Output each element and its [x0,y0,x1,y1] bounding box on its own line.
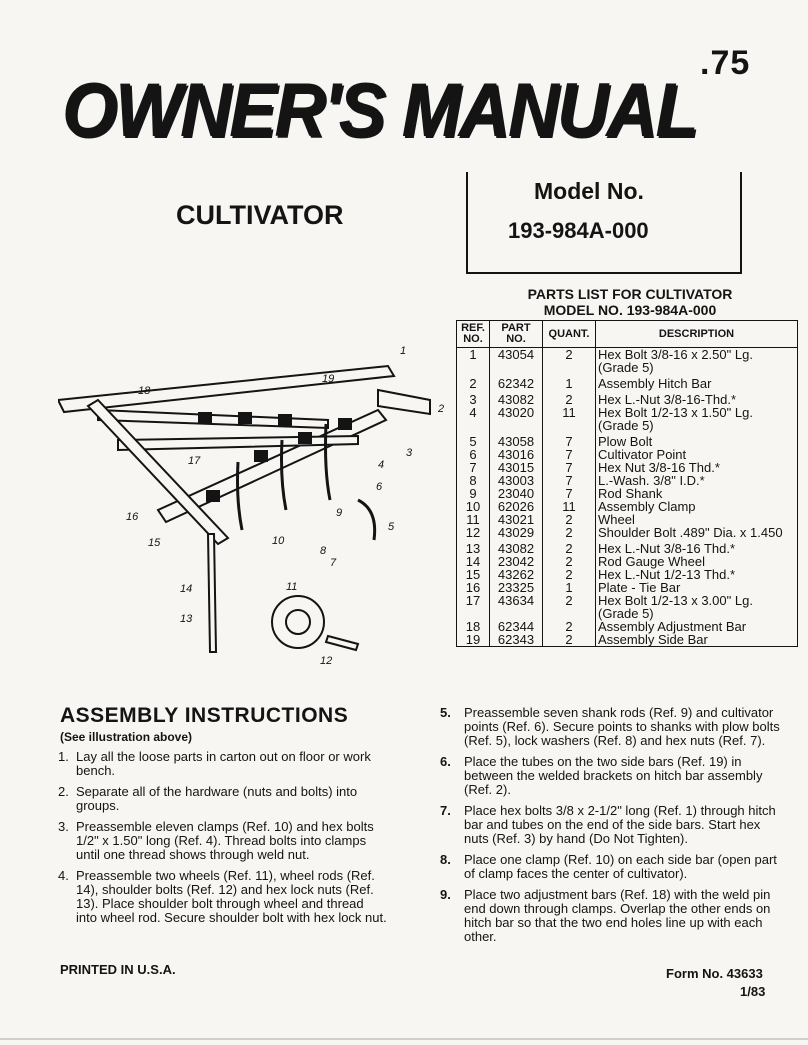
model-number: 193-984A-000 [508,218,649,243]
parts-description: Hex Bolt 3/8-16 x 2.50" Lg. (Grade 5) [596,348,798,375]
assembly-step [58,820,388,862]
manual-title: OWNER'S MANUAL [62,68,697,153]
parts-part-no: 43029 [490,526,543,539]
parts-part-no: 62026 [490,500,543,513]
parts-ref: 19 [457,633,490,647]
diagram-callout: 12 [320,655,333,667]
step-text: Place two adjustment bars (Ref. 18) with the weld pin end down through clamps. Overlap the other ends on hitch bar so that the two end holes line up with each other. [464,887,771,944]
parts-description: Wheel [596,513,798,526]
parts-quantity: 2 [543,513,596,526]
parts-part-no: 62343 [490,633,543,647]
parts-row [457,406,798,432]
step-number: 6. [440,754,451,769]
diagram-callout: 1 [400,345,407,357]
diagram-callout: 6 [376,481,383,493]
step-text: Preassemble seven shank rods (Ref. 9) and cultivator points (Ref. 6). Secure points to shanks with plow bolts (Ref. 5), lock washers (Ref. 8) and hex nuts (Ref. 7). [464,705,780,748]
parts-quantity: 7 [543,448,596,461]
parts-quantity: 2 [543,555,596,568]
parts-description: Rod Gauge Wheel [596,555,798,568]
col-ref: REF. NO. [457,321,490,348]
parts-description: Assembly Clamp [596,500,798,513]
parts-ref: 17 [457,594,490,620]
clamp [254,450,268,462]
parts-part-no: 62344 [490,620,543,633]
parts-part-no: 23040 [490,487,543,500]
parts-part-no: 43020 [490,406,543,432]
parts-quantity: 7 [543,474,596,487]
parts-part-no: 43262 [490,568,543,581]
parts-ref: 4 [457,406,490,432]
col-description: DESCRIPTION [596,321,798,348]
clamp [338,418,352,430]
parts-row [457,374,798,390]
assembly-step [58,785,388,813]
parts-description: Plow Bolt [596,432,798,448]
parts-quantity: 2 [543,568,596,581]
parts-description: Assembly Hitch Bar [596,374,798,390]
parts-part-no: 23325 [490,581,543,594]
parts-ref: 18 [457,620,490,633]
parts-ref: 13 [457,539,490,555]
diagram-callout: 11 [286,581,298,593]
parts-description: Assembly Side Bar [596,633,798,647]
step-number: 1. [58,749,69,764]
price: .75 [700,44,751,82]
diagram-callout: 10 [272,535,285,547]
parts-row [457,594,798,620]
step-text: Place the tubes on the two side bars (Ref. 19) in between the welded brackets on hitch bar assembly (Ref. 2). [464,754,763,797]
col-quant: QUANT. [543,321,596,348]
parts-part-no: 43082 [490,539,543,555]
printed-in: PRINTED IN U.S.A. [60,962,176,977]
diagram-callout: 18 [138,385,151,397]
parts-description: Hex Bolt 1/2-13 x 3.00" Lg. (Grade 5) [596,594,798,620]
parts-description: Cultivator Point [596,448,798,461]
step-number: 7. [440,803,451,818]
assembly-step [440,804,780,846]
parts-description: Hex Nut 3/8-16 Thd.* [596,461,798,474]
parts-quantity: 2 [543,526,596,539]
parts-description: Hex L.-Nut 3/8-16 Thd.* [596,539,798,555]
parts-ref: 2 [457,374,490,390]
parts-part-no: 43634 [490,594,543,620]
step-text: Lay all the loose parts in carton out on floor or work bench. [76,749,371,778]
parts-description: Assembly Adjustment Bar [596,620,798,633]
parts-quantity: 7 [543,432,596,448]
parts-description: Plate - Tie Bar [596,581,798,594]
parts-row [457,539,798,555]
parts-row [457,432,798,448]
form-number: Form No. 43633 [666,966,763,981]
parts-ref: 12 [457,526,490,539]
parts-list-heading [520,286,740,318]
parts-ref: 11 [457,513,490,526]
parts-quantity: 2 [543,594,596,620]
parts-list-heading-line2: MODEL NO. 193-984A-000 [543,302,717,318]
parts-description: L.-Wash. 3/8" I.D.* [596,474,798,487]
page-bottom-rule [0,1038,808,1040]
model-number-box [466,172,742,274]
diagram-callout: 15 [148,537,161,549]
parts-description: Hex L.-Nut 1/2-13 Thd.* [596,568,798,581]
step-number: 2. [58,784,69,799]
parts-ref: 8 [457,474,490,487]
parts-description: Hex Bolt 1/2-13 x 1.50" Lg. (Grade 5) [596,406,798,432]
diagram-callout: 14 [180,583,193,595]
assembly-step [440,853,780,881]
parts-ref: 15 [457,568,490,581]
parts-quantity: 1 [543,581,596,594]
assembly-steps-left [58,750,388,932]
parts-quantity: 2 [543,539,596,555]
parts-part-no: 43021 [490,513,543,526]
gauge-wheel-inner [286,610,310,634]
parts-table [456,320,798,647]
parts-quantity: 11 [543,500,596,513]
wheel-rod [208,534,216,652]
parts-row [457,633,798,647]
diagram-callout: 3 [406,447,413,459]
assembly-step [440,706,780,748]
assembly-subtitle: (See illustration above) [60,730,193,744]
cultivator-diagram [58,340,458,680]
clamp [198,412,212,424]
rod-shank [282,440,287,510]
clamp [238,412,252,424]
step-number: 3. [58,819,69,834]
cultivator-point [358,500,375,540]
shoulder-bolt [326,636,358,650]
parts-quantity: 11 [543,406,596,432]
assembly-step [58,750,388,778]
parts-quantity: 2 [543,390,596,406]
parts-quantity: 2 [543,620,596,633]
model-label: Model No. [534,178,644,204]
parts-table-header [457,321,798,348]
step-text: Place one clamp (Ref. 10) on each side bar (open part of clamp faces the center of cultivator). [464,852,777,881]
diagram-callout: 2 [438,403,445,415]
assembly-steps-right [440,706,780,951]
parts-list-heading-line1: PARTS LIST FOR CULTIVATOR [527,286,733,302]
assembly-step [440,755,780,797]
step-number: 4. [58,868,69,883]
step-number: 5. [440,705,451,720]
diagram-callout: 5 [388,521,395,533]
assembly-step [58,869,388,925]
diagram-callout: 17 [188,455,201,467]
parts-row [457,390,798,406]
parts-part-no: 62342 [490,374,543,390]
product-name: CULTIVATOR [176,200,344,230]
diagram-callout: 16 [126,511,139,523]
adjustment-bar-upper [98,410,328,428]
parts-description: Rod Shank [596,487,798,500]
hitch-bar [378,390,430,414]
parts-part-no: 43015 [490,461,543,474]
parts-quantity: 2 [543,633,596,647]
parts-part-no: 43003 [490,474,543,487]
parts-ref: 6 [457,448,490,461]
parts-quantity: 1 [543,374,596,390]
parts-part-no: 43016 [490,448,543,461]
parts-part-no: 43058 [490,432,543,448]
diagram-callout: 13 [180,613,193,625]
diagram-callout: 19 [322,373,335,385]
step-text: Place hex bolts 3/8 x 2-1/2" long (Ref. 1) through hitch bar and tubes on the end of the side bars. Start hex nuts (Ref. 3) by hand (Do Not Tighten). [464,803,776,846]
side-bar-rear [58,366,394,412]
parts-quantity: 7 [543,487,596,500]
assembly-title: ASSEMBLY INSTRUCTIONS [60,704,349,727]
parts-ref: 7 [457,461,490,474]
diagram-callout: 8 [320,545,327,557]
diagram-callout: 7 [330,557,337,569]
diagram-callout: 4 [378,459,385,471]
clamp [206,490,220,502]
step-number: 8. [440,852,451,867]
step-text: Separate all of the hardware (nuts and bolts) into groups. [76,784,358,813]
parts-quantity: 2 [543,348,596,375]
parts-row [457,526,798,539]
parts-row [457,348,798,375]
step-text: Preassemble two wheels (Ref. 11), wheel rods (Ref. 14), shoulder bolts (Ref. 12) and hex lock nuts (Ref. 13). Place shoulder bolt through wheel and thread into wheel rod. Secure shoulder bolt with hex lock nut. [76,868,387,925]
assembly-step [440,888,780,944]
step-number: 9. [440,887,451,902]
parts-quantity: 7 [543,461,596,474]
parts-ref: 9 [457,487,490,500]
form-date: 1/83 [740,984,766,999]
clamp [298,432,312,444]
parts-ref: 1 [457,348,490,375]
diagram-callout: 9 [336,507,343,519]
parts-ref: 3 [457,390,490,406]
parts-ref: 5 [457,432,490,448]
parts-description: Shoulder Bolt .489" Dia. x 1.450 [596,526,798,539]
parts-ref: 10 [457,500,490,513]
parts-part-no: 43082 [490,390,543,406]
parts-ref: 16 [457,581,490,594]
parts-description: Hex L.-Nut 3/8-16-Thd.* [596,390,798,406]
parts-part-no: 43054 [490,348,543,375]
col-part: PART NO. [490,321,543,348]
parts-ref: 14 [457,555,490,568]
step-text: Preassemble eleven clamps (Ref. 10) and hex bolts 1/2" x 1.50" long (Ref. 4). Thread bolts into clamps until one thread shows through weld nut. [76,819,374,862]
parts-part-no: 23042 [490,555,543,568]
clamp [278,414,292,426]
